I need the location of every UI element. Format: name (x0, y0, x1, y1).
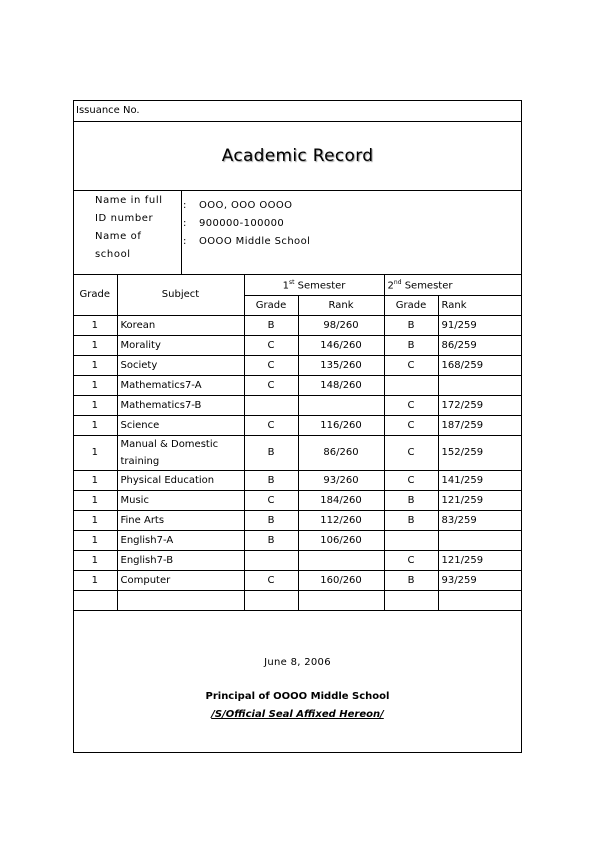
cell-subject: Morality (117, 335, 244, 355)
cell-grade: 1 (73, 470, 117, 490)
label-name: Name in full (95, 195, 163, 206)
cell-sem2-rank: 141/259 (438, 470, 522, 490)
table-row (73, 375, 522, 395)
label-school-1: Name of (95, 231, 142, 242)
cell-sem1-rank: 135/260 (298, 355, 384, 375)
table-row (73, 570, 522, 590)
colon: : (183, 236, 187, 247)
value-id: 900000-100000 (199, 218, 285, 229)
header-semester-2: 2nd Semester (384, 275, 522, 295)
table-row (73, 550, 522, 570)
cell-subject: Mathematics7-B (117, 395, 244, 415)
student-info (74, 191, 521, 275)
cell-grade: 1 (73, 550, 117, 570)
cell-subject: Society (117, 355, 244, 375)
cell-sem1-grade: B (244, 530, 298, 550)
cell-sem2-rank: 91/259 (438, 315, 522, 335)
cell-grade: 1 (73, 435, 117, 470)
cell-grade: 1 (73, 335, 117, 355)
cell-sem1-grade: B (244, 510, 298, 530)
cell-sem2-grade: C (384, 395, 438, 415)
header-subject: Subject (117, 275, 244, 315)
table-row (73, 335, 522, 355)
issuance-number: Issuance No. (74, 101, 521, 122)
cell-sem2-rank: 121/259 (438, 490, 522, 510)
cell-sem2-rank: 93/259 (438, 570, 522, 590)
info-values (182, 191, 310, 274)
header-sem1-rank: Rank (298, 295, 384, 315)
cell-sem2-rank: 83/259 (438, 510, 522, 530)
cell-sem2-grade (384, 375, 438, 395)
cell-sem1-grade: B (244, 315, 298, 335)
cell-sem1-rank (298, 590, 384, 610)
cell-sem2-grade: B (384, 510, 438, 530)
cell-sem2-grade: B (384, 315, 438, 335)
cell-sem1-rank: 184/260 (298, 490, 384, 510)
cell-sem1-rank: 98/260 (298, 315, 384, 335)
cell-subject (117, 590, 244, 610)
table-row (73, 470, 522, 490)
cell-grade: 1 (73, 355, 117, 375)
table-row (73, 530, 522, 550)
cell-sem1-rank: 93/260 (298, 470, 384, 490)
cell-sem2-grade: C (384, 470, 438, 490)
cell-grade: 1 (73, 375, 117, 395)
cell-sem2-rank: 152/259 (438, 435, 522, 470)
cell-sem1-grade: B (244, 435, 298, 470)
cell-sem1-grade: C (244, 335, 298, 355)
value-school: OOOO Middle School (199, 236, 311, 247)
principal-signature: Principal of OOOO Middle School (205, 691, 390, 702)
cell-sem1-rank (298, 395, 384, 415)
cell-sem2-grade: B (384, 570, 438, 590)
cell-grade: 1 (73, 395, 117, 415)
table-row (73, 415, 522, 435)
cell-subject: Mathematics7-A (117, 375, 244, 395)
cell-sem1-rank: 112/260 (298, 510, 384, 530)
cell-sem1-grade: C (244, 375, 298, 395)
cell-sem2-grade: B (384, 335, 438, 355)
label-id: ID number (95, 213, 154, 224)
academic-record-form (73, 100, 522, 753)
cell-subject: Music (117, 490, 244, 510)
header-sem1-grade: Grade (244, 295, 298, 315)
title-box (74, 122, 521, 191)
table-row (73, 315, 522, 335)
cell-subject: Computer (117, 570, 244, 590)
cell-sem1-rank: 86/260 (298, 435, 384, 470)
cell-grade: 1 (73, 315, 117, 335)
table-row (73, 510, 522, 530)
cell-sem1-grade (244, 590, 298, 610)
cell-subject: English7-B (117, 550, 244, 570)
cell-sem1-grade: C (244, 355, 298, 375)
cell-sem2-grade: C (384, 435, 438, 470)
cell-sem2-grade: C (384, 355, 438, 375)
label-school-2: school (95, 249, 131, 260)
cell-sem2-rank (438, 590, 522, 610)
cell-subject: Fine Arts (117, 510, 244, 530)
table-row (73, 490, 522, 510)
cell-sem2-rank: 121/259 (438, 550, 522, 570)
table-row (73, 590, 522, 610)
header-sem2-rank: Rank (438, 295, 522, 315)
footer (74, 625, 521, 753)
cell-sem2-rank: 187/259 (438, 415, 522, 435)
cell-subject: Science (117, 415, 244, 435)
cell-sem1-grade: B (244, 470, 298, 490)
cell-grade: 1 (73, 530, 117, 550)
cell-sem1-rank: 160/260 (298, 570, 384, 590)
cell-sem2-grade (384, 530, 438, 550)
cell-sem2-rank (438, 530, 522, 550)
cell-grade: 1 (73, 490, 117, 510)
cell-sem1-rank: 116/260 (298, 415, 384, 435)
cell-sem2-rank: 172/259 (438, 395, 522, 415)
header-grade: Grade (73, 275, 117, 315)
cell-subject: English7-A (117, 530, 244, 550)
cell-sem1-grade: C (244, 570, 298, 590)
cell-sem2-grade: B (384, 490, 438, 510)
header-sem2-grade: Grade (384, 295, 438, 315)
official-seal: /S/Official Seal Affixed Hereon/ (211, 709, 384, 720)
cell-sem1-grade: C (244, 490, 298, 510)
cell-sem1-grade: C (244, 415, 298, 435)
value-name: OOO, OOO OOOO (199, 200, 293, 211)
cell-sem1-rank: 146/260 (298, 335, 384, 355)
colon: : (183, 200, 187, 211)
cell-grade: 1 (73, 510, 117, 530)
info-labels (74, 191, 182, 274)
header-semester-1: 1st Semester (244, 275, 384, 295)
page-title: Academic Record (221, 146, 374, 166)
cell-sem1-rank: 148/260 (298, 375, 384, 395)
table-row (73, 355, 522, 375)
cell-sem1-grade (244, 395, 298, 415)
cell-subject: Physical Education (117, 470, 244, 490)
cell-sem2-rank: 86/259 (438, 335, 522, 355)
cell-sem2-grade: C (384, 415, 438, 435)
colon: : (183, 218, 187, 229)
grades-table (73, 275, 522, 611)
cell-sem2-rank (438, 375, 522, 395)
table-row (73, 435, 522, 470)
cell-grade: 1 (73, 415, 117, 435)
cell-sem2-grade (384, 590, 438, 610)
cell-sem1-grade (244, 550, 298, 570)
cell-sem1-rank: 106/260 (298, 530, 384, 550)
cell-subject: Manual & Domestic training (117, 435, 244, 470)
cell-subject: Korean (117, 315, 244, 335)
cell-sem2-grade: C (384, 550, 438, 570)
cell-grade: 1 (73, 570, 117, 590)
cell-grade (73, 590, 117, 610)
table-row (73, 395, 522, 415)
cell-sem2-rank: 168/259 (438, 355, 522, 375)
issue-date: June 8, 2006 (264, 657, 331, 668)
cell-sem1-rank (298, 550, 384, 570)
